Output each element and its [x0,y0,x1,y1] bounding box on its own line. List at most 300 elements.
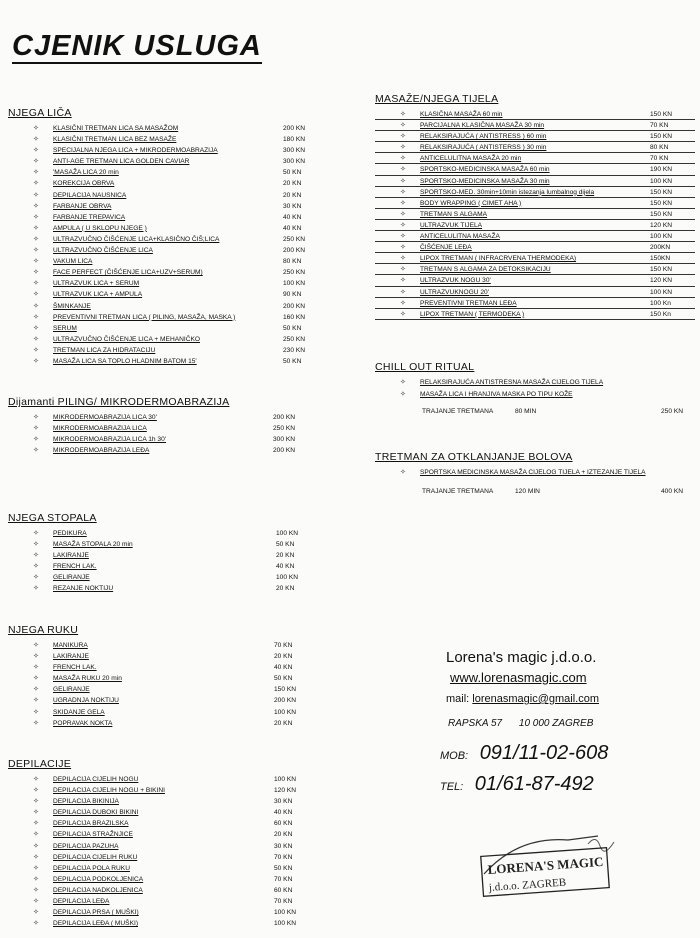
list-item [8,223,338,234]
list-item [8,201,338,212]
service-name: DEPILACIJA CIJELIH NOGU [53,776,139,783]
service-price: 250 KN [283,235,305,243]
bullet-icon: ✧ [33,842,39,850]
list-item [8,896,338,907]
service-price: 30 KN [274,798,293,806]
bullet-icon: ✧ [33,158,39,166]
list-item [8,662,338,673]
list-item [8,874,338,885]
service-name: KLASIČNI TRETMAN LICA SA MASAŽOM [53,125,179,132]
service-name: DEPILACIJA PODKOLJENICA [53,875,144,883]
service-name: ULTRAZVUK TIJELA [420,221,483,229]
service-name: MIKRODERMOABRAZIJA LEĐA [53,447,150,455]
list-item [375,176,695,187]
bullet-icon: ✧ [400,266,406,274]
email-label: mail: [446,693,470,705]
mobile-label: MOB: [440,750,469,762]
service-name: RELAKSIRAJUĆA ( ANTISTRESS ) 60 min [420,133,547,141]
mobile-number[interactable]: 091/11-02-608 [479,742,609,764]
service-name: MASAŽA RUKU 20 min [53,675,122,683]
section-njega-lica [8,106,338,367]
bullet-icon: ✧ [400,122,406,130]
service-name: LAKIRANJE [53,653,89,661]
bullet-icon: ✧ [33,202,39,210]
telephone-label: TEL: [440,781,464,793]
list-item [8,245,338,256]
service-name: FRENCH LAK. [53,563,97,571]
service-name: DEPILACIJA PAZUHA [53,842,119,850]
service-price: 40 KN [283,213,302,221]
service-price: 300 KN [283,158,305,166]
service-price: 30 KN [283,202,302,210]
service-price: 20 KN [276,585,295,593]
service-price: 100 KN [274,909,296,917]
service-price: 40 KN [276,563,295,571]
service-name: KLASIČNI TRETMAN LICA BEZ MASAŽE [53,136,177,144]
section-title: CHILL OUT RITUAL [375,361,475,373]
service-name: DEPILACIJA LEĐA ( MUŠKI) [53,920,139,928]
service-name: DEPILACIJA PRSA ( MUŠKI) [53,909,139,917]
service-price: 300 KN [283,147,305,155]
price-value: 250 KN [661,408,683,415]
price-list [375,467,695,479]
service-name: MASAŽA LICA SA TOPLO HLADNIM BATOM 15' [53,357,197,365]
bullet-icon: ✧ [400,111,406,118]
service-name: MIKRODERMOABRAZIJA LICA 30' [53,414,157,421]
service-name: ULTRAZVUČNO ČIŠĆENJE LICA + MEHANIČKO [53,335,200,343]
section-chill-out [375,360,695,420]
service-price: 100 KN [650,177,672,185]
list-item [8,684,338,695]
service-price: 200KN [650,244,671,252]
list-item [8,345,338,356]
bullet-icon: ✧ [33,169,39,177]
bullet-icon: ✧ [33,447,39,455]
bullet-icon: ✧ [400,469,406,476]
list-item [8,673,338,684]
bullet-icon: ✧ [33,686,39,694]
service-name: AMPULA ( U SKLOPU NJEGE ) [53,224,147,232]
service-price: 80 KN [283,258,302,266]
service-price: 20 KN [283,191,302,199]
service-name: LIPOX TRETMAN ( TERMODEKA ) [420,310,525,318]
list-item [8,434,338,445]
bullet-icon: ✧ [33,585,39,593]
street: RAPSKA 57 [448,718,503,729]
service-price: 190 KN [650,166,672,174]
bullet-icon: ✧ [400,221,406,229]
list-item [8,267,338,278]
service-price: 60 KN [274,886,293,894]
service-price: 180 KN [283,136,305,144]
bullet-icon: ✧ [33,820,39,828]
service-price: 230 KN [283,346,305,354]
service-name: DEPILACIJA POLA RUKU [53,864,130,872]
bullet-icon: ✧ [400,166,406,174]
bullet-icon: ✧ [33,642,39,649]
email-link[interactable]: lorenasmagic@gmail.com [472,693,600,705]
list-item [8,583,338,594]
service-name: FRENCH LAK. [53,664,97,672]
service-name: DEPILACIJA CIJELIH RUKU [53,853,138,861]
list-item [8,234,338,245]
list-item [8,774,338,785]
list-item [8,423,338,434]
bullet-icon: ✧ [33,235,39,243]
list-item [8,640,338,651]
bullet-icon: ✧ [33,787,39,795]
bullet-icon: ✧ [400,144,406,152]
bullet-icon: ✧ [33,653,39,661]
bullet-icon: ✧ [33,280,39,288]
service-name: DEPILACIJA STRAŽNJICE [53,831,133,839]
list-item [8,312,338,323]
bullet-icon: ✧ [33,776,39,783]
list-item [8,695,338,706]
service-price: 150KN [650,255,671,263]
service-name: ČIŠĆENJE LEĐA [420,244,472,252]
service-price: 50 KN [283,324,302,332]
section-depilacije [8,757,338,929]
service-price: 70 KN [274,875,293,883]
section-stopala [8,511,338,595]
service-name: ANTICELULITNA MASAŽA [420,233,500,241]
bullet-icon: ✧ [33,258,39,266]
telephone-line [440,771,690,800]
section-title: NJEGA LIČA [8,107,72,119]
duration-label: TRAJANJE TRETMANA [422,408,494,415]
service-price: 150 KN [650,111,672,118]
service-name: ULTRAZVUČNO ČIŠĆENJE LICA+KLASIČNO ČIŠ;LICA [53,235,220,243]
price-list [8,774,338,929]
service-price: 150 KN [650,266,672,274]
contact-block [440,648,690,800]
service-price: 70 KN [274,853,293,861]
email-line [446,688,690,710]
list-item [8,718,338,729]
bullet-icon: ✧ [33,909,39,917]
service-name: 'MASAŽA LICA 20 min [53,169,119,177]
service-price: 100 KN [650,288,672,296]
service-price: 20 KN [276,552,295,560]
service-name: ŠMINKANJE [53,302,91,310]
bullet-icon: ✧ [400,277,406,285]
bullet-icon: ✧ [400,288,406,296]
list-item [8,278,338,289]
bullet-icon: ✧ [33,831,39,839]
list-item [8,572,338,583]
list-item [375,287,695,298]
service-name: ANTI-AGE TRETMAN LICA GOLDEN CAVIAR [53,158,190,166]
service-price: 50 KN [274,864,293,872]
service-name: REZANJE NOKTIJU [53,585,114,593]
bullet-icon: ✧ [33,530,39,537]
service-price: 250 KN [283,335,305,343]
list-item [375,164,695,175]
bullet-icon: ✧ [400,310,406,318]
service-name: VAKUM LICA [53,258,93,266]
list-item [375,389,695,401]
price-list [8,528,338,595]
service-price: 80 KN [650,144,669,152]
service-price: 40 KN [274,809,293,817]
address [448,710,690,738]
bullet-icon: ✧ [33,875,39,883]
service-name: DEPILACIJA DUBOKI BIKINI [53,809,139,817]
service-price: 100 KN [276,574,298,582]
bullet-icon: ✧ [33,574,39,582]
list-item [8,841,338,852]
service-price: 100 KN [650,233,672,241]
service-price: 200 KN [283,247,305,255]
bullet-icon: ✧ [33,414,39,421]
service-price: 100 KN [274,920,296,928]
service-name: DEPILACIJA NADKOLJENICA [53,886,143,894]
list-item [8,323,338,334]
service-price: 120 KN [650,221,672,229]
service-price: 20 KN [274,653,293,661]
bullet-icon: ✧ [400,133,406,141]
list-item [8,796,338,807]
list-item [375,253,695,264]
list-item [8,651,338,662]
bullet-icon: ✧ [33,357,39,365]
service-name: TRETMAN S ALGAMA [420,210,488,218]
service-price: 200 KN [283,125,305,132]
bullet-icon: ✧ [33,436,39,444]
service-price: 200 KN [273,447,295,455]
website-link[interactable]: www.lorenasmagic.com [450,670,587,685]
stamp-line1: LORENA'S MAGIC [487,853,604,877]
bullet-icon: ✧ [400,255,406,263]
service-price: 200 KN [273,414,295,421]
service-name: RELAKSIRAJUĆA ANTISTRESNA MASAŽA CIJELOG TIJELA [420,379,604,386]
list-item [375,264,695,275]
service-name: ULTRAZVUČNO ČIŠĆENJE LICA [53,247,153,255]
service-name: FARBANJE OBRVA [53,202,112,210]
list-item [375,209,695,220]
service-name: PARCIJALNA KLASIČNA MASAŽA 30 min [420,122,545,130]
list-item [8,907,338,918]
service-name: KLASIČNA MASAŽA 60 min [420,111,503,118]
service-price: 20 KN [274,831,293,839]
bullet-icon: ✧ [400,188,406,196]
city: 10 000 ZAGREB [518,718,594,729]
service-price: 120 KN [274,787,296,795]
section-title: TRETMAN ZA OTKLANJANJE BOLOVA [375,451,573,463]
service-price: 200 KN [283,302,305,310]
bullet-icon: ✧ [33,864,39,872]
service-price: 50 KN [283,357,302,365]
list-item [8,145,338,156]
service-name: ULTRAZVUK LICA + SERUM [53,280,140,288]
service-name: TRETMAN LICA ZA HIDRATACIJU [53,346,156,354]
section-masaze [375,92,695,320]
list-item [375,377,695,389]
service-name: SPORTSKO-MEDICINSKA MASAŽA 60 min [420,166,550,174]
bullet-icon: ✧ [33,302,39,310]
service-name: ULTRAZVUKNOGU 20' [420,288,489,296]
service-name: SPECIJALNA NJEGA LICA + MIKRODERMOABRAZIJA [53,147,218,155]
service-name: GELIRANJE [53,574,90,582]
service-name: SERUM [53,324,77,332]
service-name: SKIDANJE GELA [53,708,105,716]
section-title: Dijamanti PILING/ MIKRODERMOABRAZIJA [8,396,230,408]
bullet-icon: ✧ [33,269,39,277]
list-item [375,131,695,142]
service-name: LIPOX TRETMAN ( INFRACRVENA THERMODEKA) [420,255,577,263]
bullet-icon: ✧ [33,125,39,132]
service-price: 150 KN [650,210,672,218]
section-bolovi [375,450,695,500]
service-price: 250 KN [283,269,305,277]
list-item [8,785,338,796]
service-price: 60 KN [274,820,293,828]
list-item [8,852,338,863]
stamp-line2: j.d.o.o. ZAGREB [488,876,567,894]
bullet-icon: ✧ [33,213,39,221]
bullet-icon: ✧ [33,247,39,255]
service-name: POPRAVAK NOKTA [53,719,113,727]
service-price: 100 KN [276,530,298,537]
service-price: 150 Kn [650,310,671,318]
service-price: 150 KN [650,188,672,196]
bullet-icon: ✧ [33,920,39,928]
list-item [375,309,695,320]
bullet-icon: ✧ [33,708,39,716]
service-name: DEPILACIJA NAUSNICA [53,191,127,199]
section-ruke [8,623,338,729]
service-name: MASAŽA STOPALA 20 min [53,541,133,549]
duration-value: 80 MIN [515,408,537,415]
bullet-icon: ✧ [33,853,39,861]
list-item [8,829,338,840]
service-name: DEPILACIJA LEĐA [53,898,110,906]
service-price: 160 KN [283,313,305,321]
bullet-icon: ✧ [33,552,39,560]
service-price: 20 KN [283,180,302,188]
telephone-number[interactable]: 01/61-87-492 [474,773,594,795]
list-item [8,528,338,539]
service-price: 300 KN [273,436,295,444]
service-price: 50 KN [274,675,293,683]
service-name: MIKRODERMOABRAZIJA LICA [53,425,147,433]
list-item [8,550,338,561]
list-item [375,187,695,198]
price-list [375,109,695,320]
price-list [8,412,338,456]
list-item [8,707,338,718]
service-price: 90 KN [283,291,302,299]
service-name: DEPILACIJA CIJELIH NOGU + BIKINI [53,787,165,795]
bullet-icon: ✧ [400,233,406,241]
service-name: DEPILACIJA BRAZILSKA [53,820,129,828]
duration-value: 120 MIN [515,488,540,495]
list-item [8,918,338,929]
list-item [8,863,338,874]
list-item [8,256,338,267]
signature-scribble [588,839,614,851]
company-stamp [478,830,628,900]
list-item [8,212,338,223]
list-item [8,301,338,312]
service-name: SPORTSKO-MED. 30min+10min istezanja lumbalnog dijela [420,188,595,196]
service-name: ANTICELULITNA MASAŽA 20 min [420,155,522,163]
list-item [8,885,338,896]
service-name: UGRADNJA NOKTIJU [53,697,119,705]
list-item [375,298,695,309]
bullet-icon: ✧ [33,313,39,321]
bullet-icon: ✧ [33,809,39,817]
service-price: 200 KN [274,697,296,705]
list-item [8,156,338,167]
bullet-icon: ✧ [33,224,39,232]
bullet-icon: ✧ [33,147,39,155]
service-name: ULTRAZVUK LICA + AMPULA [53,291,143,299]
service-price: 250 KN [273,425,295,433]
list-item [375,231,695,242]
price-list [8,123,338,367]
bullet-icon: ✧ [400,379,406,386]
service-name: TRETMAN S ALGAMA ZA DETOKSIKACIJU [420,266,551,274]
service-price: 100 KN [274,708,296,716]
service-name: PREVENTIVNI TRETMAN LEĐA [420,299,517,307]
service-price: 120 KN [650,277,672,285]
service-price: 20 KN [274,719,293,727]
list-item [8,123,338,134]
service-name: SPORTSKO-MEDICINSKA MASAŽA 30 min [420,177,550,185]
bullet-icon: ✧ [400,244,406,252]
bullet-icon: ✧ [33,697,39,705]
list-item [375,109,695,120]
service-name: KOREKCIJA OBRVA [53,180,115,188]
service-name: SPORTSKA MEDICINSKA MASAŽA CIJELOG TIJELA + IZTEZANJE TIJELA [420,469,646,476]
bullet-icon: ✧ [400,199,406,207]
bullet-icon: ✧ [33,719,39,727]
company-name: Lorena's magic j.d.o.o. [446,649,597,666]
section-title: MASAŽE/NJEGA TIJELA [375,93,499,105]
service-name: DEPILACIJA BIKINIJA [53,798,119,806]
duration-label: TRAJANJE TRETMANA [422,488,494,495]
list-item [8,356,338,367]
list-item [8,334,338,345]
service-price: 100 KN [283,280,305,288]
service-price: 30 KN [274,842,293,850]
service-price: 150 KN [650,133,672,141]
service-name: MASAŽA LICA I HRANJIVA MASKA PO TIPU KOŽE [420,390,573,398]
list-item [8,289,338,300]
bullet-icon: ✧ [33,563,39,571]
list-item [8,167,338,178]
section-title: NJEGA STOPALA [8,512,97,524]
list-item [375,275,695,286]
service-name: GELIRANJE [53,686,90,694]
section-title: DEPILACIJE [8,758,72,770]
list-item [8,807,338,818]
list-item [8,445,338,456]
bullet-icon: ✧ [400,177,406,185]
bullet-icon: ✧ [33,541,39,549]
service-price: 150 KN [650,199,672,207]
section-title: NJEGA RUKU [8,624,79,636]
list-item [375,467,695,479]
list-item [375,242,695,253]
service-price: 40 KN [283,224,302,232]
service-price: 150 KN [274,686,296,694]
service-name: MIKRODERMOABRAZIJA LICA 1h 30' [53,436,167,444]
list-item [8,190,338,201]
price-list [375,377,695,400]
